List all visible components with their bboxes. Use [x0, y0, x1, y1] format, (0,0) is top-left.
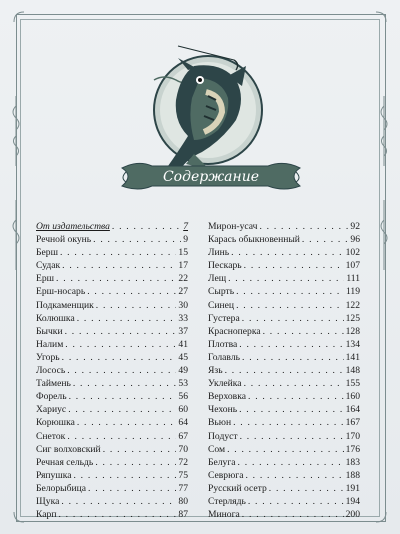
toc-entry-title: Берш [36, 247, 58, 259]
toc-entry-title: Лещ [208, 273, 227, 285]
toc-entry-title: Хариус [36, 404, 67, 416]
toc-entry-title: Речная сельдь [36, 456, 94, 468]
toc-entry-title: Ерш [36, 273, 55, 285]
toc-entry-page: 75 [178, 469, 188, 481]
toc-entry[interactable] [36, 325, 188, 338]
toc-entry-page: 102 [345, 247, 360, 259]
toc-entry[interactable] [36, 377, 188, 390]
toc-leader-dots [236, 285, 344, 298]
toc-leader-dots [227, 443, 344, 456]
toc-leader-dots [269, 482, 344, 495]
toc-entry-title: Русский осетр [208, 482, 267, 494]
toc-entry[interactable] [36, 430, 188, 443]
toc-entry[interactable] [208, 495, 360, 508]
toc-leader-dots [67, 430, 176, 443]
toc-entry-page: 22 [178, 273, 188, 285]
toc-entry-title: Сырть [208, 286, 235, 298]
toc-entry-page: 160 [345, 391, 360, 403]
toc-entry-page: 80 [178, 495, 188, 507]
toc-entry[interactable] [208, 469, 360, 482]
toc-leader-dots [244, 259, 344, 272]
corner-ornament-top-left [12, 10, 26, 24]
toc-entry-title: Минога [208, 509, 240, 521]
toc-entry-page: 167 [345, 417, 360, 429]
toc-entry-page: 33 [178, 312, 188, 324]
toc-entry[interactable] [36, 364, 188, 377]
toc-entry[interactable] [208, 285, 360, 298]
toc-entry[interactable] [208, 299, 360, 312]
toc-entry[interactable] [208, 364, 360, 377]
toc-leader-dots [239, 403, 344, 416]
toc-leader-dots [61, 495, 176, 508]
toc-entry-title: Сом [208, 443, 226, 455]
toc-entry[interactable] [208, 416, 360, 429]
toc-leader-dots [69, 390, 177, 403]
toc-entry[interactable] [36, 259, 188, 272]
toc-entry-page: 49 [178, 365, 188, 377]
toc-entry-page: 176 [345, 443, 360, 455]
toc-entry-title: Язь [208, 365, 223, 377]
toc-entry-title: Мирон-усач [208, 221, 258, 232]
left-mid-ornament [8, 200, 24, 270]
toc-entry-title: Севрюга [208, 469, 244, 481]
toc-leader-dots [225, 364, 344, 377]
toc-entry-title: Синец [208, 299, 235, 311]
toc-entry-page: 200 [345, 509, 360, 521]
toc-entry-title: Лосось [36, 365, 66, 377]
toc-leader-dots [65, 338, 176, 351]
toc-entry-page: 67 [178, 430, 188, 442]
toc-entry-page: 148 [345, 365, 360, 377]
toc-leader-dots [245, 469, 343, 482]
toc-entry-title: Уклейка [208, 378, 242, 390]
corner-ornament-bottom-right [374, 510, 388, 524]
toc-entry-page: 191 [345, 482, 360, 494]
toc-entry-title: Речной окунь [36, 234, 92, 246]
toc-column-right [208, 220, 360, 521]
toc-entry-page: 194 [345, 495, 360, 507]
toc-leader-dots [238, 456, 344, 469]
toc-entry-page: 64 [178, 417, 188, 429]
toc-entry-page: 9 [183, 234, 188, 246]
toc-entry-title: Плотва [208, 338, 238, 350]
toc-entry-title: Колюшка [36, 312, 75, 324]
toc-entry-title: Налим [36, 338, 64, 350]
toc-leader-dots [103, 443, 177, 456]
toc-entry[interactable] [36, 338, 188, 351]
toc-entry[interactable] [36, 272, 188, 285]
toc-entry[interactable] [208, 403, 360, 416]
toc-leader-dots [263, 325, 344, 338]
toc-entry-page: 122 [345, 299, 360, 311]
toc-entry[interactable] [36, 403, 188, 416]
toc-entry[interactable] [36, 246, 188, 259]
toc-entry-title: Красноперка [208, 325, 261, 337]
toc-entry[interactable] [36, 285, 188, 298]
toc-entry[interactable] [208, 430, 360, 443]
toc-leader-dots [248, 495, 344, 508]
toc-entry-page: 96 [350, 234, 360, 246]
toc-leader-dots [62, 351, 177, 364]
toc-entry-page: 56 [178, 391, 188, 403]
toc-entry[interactable] [36, 456, 188, 469]
toc-entry[interactable] [208, 259, 360, 272]
toc-entry[interactable] [208, 272, 360, 285]
toc-entry[interactable] [208, 338, 360, 351]
toc-entry-page: 134 [345, 338, 360, 350]
toc-leader-dots [96, 299, 177, 312]
toc-entry-title: Чехонь [208, 404, 238, 416]
toc-leader-dots [239, 338, 343, 351]
toc-entry-page: 60 [178, 404, 188, 416]
toc-leader-dots [244, 377, 344, 390]
toc-entry[interactable] [208, 312, 360, 325]
toc-entry-title: Вьюн [208, 417, 232, 429]
toc-entry[interactable] [36, 469, 188, 482]
toc-entry[interactable] [36, 299, 188, 312]
toc-entry-title: Карась обыкновенный [208, 234, 300, 246]
toc-entry[interactable] [36, 233, 188, 246]
toc-entry[interactable] [208, 220, 360, 233]
toc-leader-dots [248, 390, 344, 403]
toc-entry[interactable] [36, 220, 188, 233]
toc-entry-page: 183 [345, 456, 360, 468]
toc-leader-dots [56, 272, 176, 285]
toc-entry-page: 128 [345, 325, 360, 337]
toc-entry-title: Линь [208, 247, 230, 259]
toc-entry-page: 107 [345, 260, 360, 272]
toc-leader-dots [228, 272, 344, 285]
toc-leader-dots [242, 312, 344, 325]
corner-ornament-bottom-left [12, 510, 26, 524]
toc-leader-dots [240, 430, 344, 443]
toc-entry[interactable] [208, 508, 360, 521]
toc-entry-page: 155 [345, 378, 360, 390]
toc-entry-title: Белорыбица [36, 482, 87, 494]
toc-entry-title: Таймень [36, 378, 71, 390]
toc-entry-title: Щука [36, 495, 60, 507]
toc-entry-page: 37 [178, 325, 188, 337]
toc-entry-title: Судак [36, 260, 61, 272]
toc-entry-title: Голавль [208, 351, 240, 363]
toc-entry-title: Угорь [36, 351, 60, 363]
toc-entry-page: 15 [178, 247, 188, 259]
toc-entry-title: Корюшка [36, 417, 75, 429]
toc-leader-dots [93, 233, 181, 246]
toc-entry-title: Сиг волховский [36, 443, 101, 455]
corner-ornament-top-right [374, 10, 388, 24]
toc-entry[interactable] [208, 325, 360, 338]
left-top-ornament [8, 96, 24, 166]
toc-entry-title: Карп [36, 509, 57, 521]
toc-leader-dots [112, 220, 181, 233]
toc-entry[interactable] [208, 233, 360, 246]
toc-entry-page: 164 [345, 404, 360, 416]
toc-entry-title: Подуст [208, 430, 238, 442]
toc-entry-title: Форель [36, 391, 67, 403]
toc-leader-dots [73, 377, 177, 390]
toc-entry-title: Стерлядь [208, 495, 246, 507]
toc-entry-page: 27 [178, 286, 188, 298]
toc-entry-page: 92 [350, 221, 360, 232]
toc-entry-page: 7 [183, 221, 188, 232]
toc-leader-dots [95, 456, 176, 469]
toc-entry-page: 17 [178, 260, 188, 272]
toc-entry-title: Густера [208, 312, 240, 324]
toc-entry-page: 87 [178, 509, 188, 521]
right-top-ornament [376, 96, 392, 166]
toc-leader-dots [302, 233, 348, 246]
toc-entry-page: 53 [178, 378, 188, 390]
toc-entry-page: 45 [178, 351, 188, 363]
toc-entry-page: 72 [178, 456, 188, 468]
toc-entry-title: Верховка [208, 391, 246, 403]
toc-leader-dots [68, 403, 176, 416]
toc-entry[interactable] [36, 416, 188, 429]
toc-entry-page: 125 [345, 312, 360, 324]
toc-entry[interactable] [208, 482, 360, 495]
toc-entry[interactable] [36, 443, 188, 456]
toc-column-left [36, 220, 188, 521]
toc-entry-title: Ерш-носарь [36, 286, 86, 298]
toc-leader-dots [73, 469, 176, 482]
toc-entry-title: Снеток [36, 430, 66, 442]
toc-entry[interactable] [36, 351, 188, 364]
toc-leader-dots [233, 416, 344, 429]
toc-leader-dots [87, 285, 176, 298]
toc-entry-page: 111 [346, 273, 360, 285]
toc-entry[interactable] [36, 482, 188, 495]
toc-entry[interactable] [208, 443, 360, 456]
toc-leader-dots [77, 312, 177, 325]
toc-entry-title: Подкаменщик [36, 299, 94, 311]
toc-entry-page: 70 [178, 443, 188, 455]
toc-leader-dots [259, 220, 348, 233]
toc-entry[interactable] [208, 351, 360, 364]
toc-leader-dots [62, 259, 176, 272]
toc-entry-page: 141 [345, 351, 360, 363]
toc-entry-title: Бычки [36, 325, 63, 337]
toc-entry-title: От издательства [36, 221, 110, 232]
toc-entry-page: 41 [178, 338, 188, 350]
toc-entry[interactable] [36, 495, 188, 508]
toc-entry[interactable] [208, 377, 360, 390]
toc-leader-dots [60, 246, 176, 259]
toc-entry-page: 170 [345, 430, 360, 442]
toc-leader-dots [65, 325, 177, 338]
toc-leader-dots [88, 482, 176, 495]
toc-entry-page: 30 [178, 299, 188, 311]
toc-leader-dots [231, 246, 343, 259]
toc-entry-page: 77 [178, 482, 188, 494]
right-mid-ornament [376, 200, 392, 270]
toc-leader-dots [58, 508, 176, 521]
toc-entry-title: Белуга [208, 456, 236, 468]
toc-entry-title: Ряпушка [36, 469, 72, 481]
title-banner [122, 163, 300, 189]
fish-emblem [118, 36, 304, 216]
toc-leader-dots [236, 299, 344, 312]
toc-entry[interactable] [208, 246, 360, 259]
toc-entry[interactable] [36, 508, 188, 521]
toc-leader-dots [77, 416, 177, 429]
toc-entry[interactable] [36, 312, 188, 325]
toc-entry-page: 119 [345, 286, 360, 298]
toc-leader-dots [242, 508, 344, 521]
toc-entry-title: Пескарь [208, 260, 242, 272]
toc-entry[interactable] [208, 390, 360, 403]
toc-entry[interactable] [36, 390, 188, 403]
toc-leader-dots [67, 364, 176, 377]
page-title: Содержание [162, 169, 260, 185]
toc-entry[interactable] [208, 456, 360, 469]
toc-entry-page: 188 [345, 469, 360, 481]
toc-leader-dots [242, 351, 344, 364]
